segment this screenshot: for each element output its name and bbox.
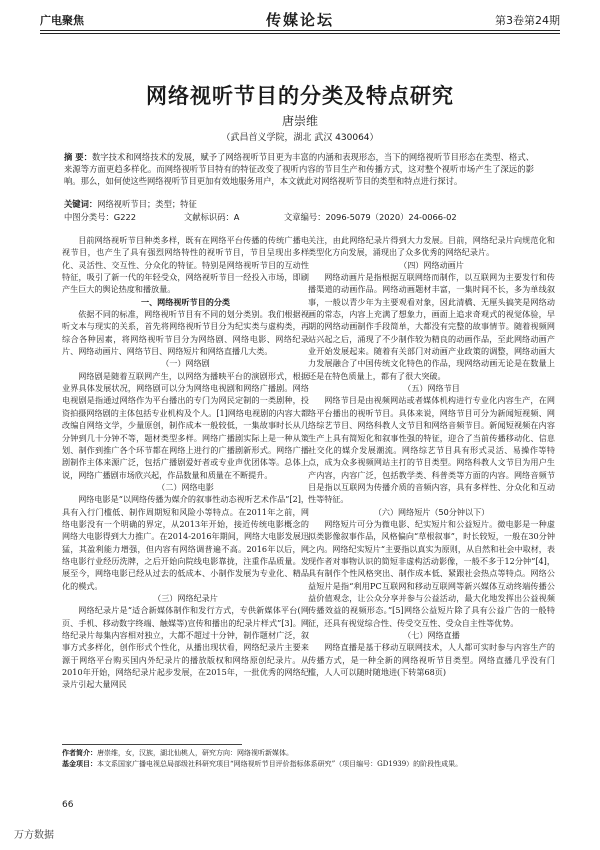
body-paragraph: 网络短片可分为微电影、纪实短片和公益短片。微电影是一种虚拟类影像叙事作品，风格偏向“草根叙事”，时长较短，一般在30分钟之内。网络纪实短片“主要指以真实为原则，从自然和社会中取材，表现作者对事物认识的简短非虚构活动影像，一般不多于12分钟”[4]，具有制作个性风格突出、制作成本低、紧跟社会热点等特点。网络公益短片是指“利用PC互联网和移动互联网等新兴媒体互动终端传播公益价值观念，让公众分享并参与公益活动，最大化地发挥出公益视频传播效益的视频形态。”[5]网络公益短片除了具有公益广告的一般特征，还具有视觉综合性、传受交互性、受众自主性等优势。 <box>308 518 555 628</box>
body-paragraph: 网络电影是“以网络传播为媒介的叙事性动态视听艺术作品”[2]，具有入行门槛低、制作周期短和风险小等特点。在2011年之前，网络电影没有一个明确的界定，从2013年开始，接近传统电影概念的网络大电影得到大力推广。在2014-2016年期间，网络大电影发展迅猛，其盈利能力增强，但内容有网络调普遍不高。2016年以后，网络电影行业经历洗牌，之后开始向院线电影靠拢，注重作品质量。发展至今，网络电影已经从过去的低成本、小制作发展为专业化、精品化的模式。 <box>62 494 309 591</box>
article-title: 网络视听节目的分类及特点研究 <box>146 83 454 108</box>
body-paragraph: 网络纪录片是“适合新媒体制作和发行方式，专供新媒体平台(网页、手机、移动数字终端、触媒等)宣传和播出的纪录片样式”[3]。网络纪录片每集内容相对独立，大都不超过十分钟，制作题材广泛，叙事方式多样化，创作形式个性化，从播出现状看，网络纪录片主要来源于网络平台购买国内外纪录片的播放版权和网络原创纪录片。从2010年开始，网络纪录片起步发展，在2015年，一批优秀的网络纪录片引起大量网民 <box>62 605 309 690</box>
author-affiliation: （武昌首义学院，湖北 武汉 430064） <box>221 133 379 143</box>
subsection-heading: （七）网络直播 <box>403 630 460 640</box>
article-number: 文章编号：2096-5079（2020）24-0066-02 <box>284 212 457 222</box>
subsection-heading: （三）网络纪录片 <box>153 592 218 603</box>
body-paragraph: 网络直播是基于移动互联网技术，人人都可实时参与内容生产的传播方式，是一种全新的网络视听节目类型。网络直播几乎没有门槛，人人可以随时随地进(下转第68页) <box>308 642 555 678</box>
abstract <box>64 151 534 187</box>
keywords <box>64 198 534 210</box>
document-code: 文献标识码：A <box>184 212 240 222</box>
journal-logo: 传媒论坛 <box>265 11 334 29</box>
body-column-right <box>308 234 555 678</box>
author-name: 唐崇维 <box>281 114 318 128</box>
body-paragraph: 依据不同的标准，网络视听节目有不同的划分类别。我们根据视听文本与现实的关系，首先将网络视听节目分为纪实类与虚构类，再综合各种因素，将网络视听节目分为网络剧、网络电影、网络纪录片、网络动画片、网络节目、网络短片和网络直播几大类。 <box>62 309 309 357</box>
subsection-heading: （一）网络剧 <box>161 358 210 369</box>
issue-label: 第3卷第24期 <box>495 14 560 27</box>
header-rule-thin <box>40 33 560 34</box>
body-paragraph: 网络剧是随着互联网产生，以网络为播映平台的演剧形式，根据业界具体发展状况，网络剧可以分为网络电视剧和网络广播剧。网络电视剧是指通过网络作为平台播出的专门为网民定制的一类剧种，投资拍摄网络剧的主体包括专业机构及个人。[1]网络电视剧的内容大都改编自网络文学，少量原创，制作成本一般较低，一集故事时长从几分钟到几十分钟不等，题材类型多样。网络广播剧实际上是一种从策划、制作到推广各个环节都在网络上进行的广播剧新形式。网络广播剧制作主体来源广泛，包括广播剧爱好者或专业声优团体等。总体上说，网络广播剧市场欣兴起，作品数量和质量在不断提升。 <box>62 370 309 480</box>
body-paragraph: 目前网络视听节目种类多样，既有在网络平台传播的传统广播电视节目，也产生了具有强烈网络特性的视听节目，节目呈现出多样化、灵活性、交互性、分众化的特征。特别是网络视听节目的互动性特征，吸引了新一代的年轻受众，网络视听节目一经投入市场，即刷产生巨大的舆论热度和播放量。 <box>62 235 309 295</box>
body-paragraph: 网络动画片是指根据互联网络而制作，以互联网为主要发行和传播渠道的动画作品。网络动画题材丰富，一集时间不长，多为单线叙事，一般以青少年为主要观看对象，因此清橋、无厘头搞笑是网络动画的常态，内容上充满了想象力，画面上追求奇观式的视觉体验，早期的网络动画制作手段简单，大都没有完整的故事情节。随着视频网站兴起之后，涌现了不少制作较为精良的动画作品，至此网络动画产业开始发展起来。随着有关部门对动画产业政策的调整，网络动画大力发展融合了中国传统文化特色的作品，现网络动画无论是在数量上还是在特色质量上，都有了很大突破。 <box>308 272 555 381</box>
footnote-text: 本文系国家广播电视总局部级社科研究项目“网络视听节目评价指标体系研究”（项目编号：GD1939）的阶段性成果。 <box>97 760 463 768</box>
section-heading: 一、网络视听节目的分类 <box>140 296 231 307</box>
footnote-label: 作者简介： <box>62 749 97 757</box>
database-watermark: 万方数据 <box>14 830 54 841</box>
subsection-heading: （二）网络电影 <box>157 481 214 492</box>
footnote-label: 基金项目： <box>62 760 97 768</box>
footnote <box>62 748 542 759</box>
running-header-section: 广电聚焦 <box>40 14 84 27</box>
footnotes <box>62 748 542 770</box>
classification-meta <box>64 211 534 223</box>
body-column-left <box>62 234 309 691</box>
subsection-heading: （五）网络节目 <box>403 383 460 394</box>
footnote <box>62 759 542 770</box>
header-rule <box>40 30 560 31</box>
clc-number: 中图分类号：G222 <box>64 212 137 222</box>
abstract-text: 数字技术和网络技术的发展，赋予了网络视听节目更为丰富的内涵和表现形态，当下的网络视听节目形态在类型、格式、来源等方面更趋多样化。而网络视听节目特有的特征改变了视听内容的节目生产和传播方式，这对整个视听市场产生了深远的影响。那么，如何使这些网络视听节目更加有效地服务用户，本文就此对网络视听节目的类型和特点进行探讨。 <box>64 152 535 186</box>
subsection-heading: （六）网络短片（50分钟以下） <box>373 506 490 517</box>
keywords-text: 网络视听节目；类型；特征 <box>97 199 197 209</box>
body-paragraph: 关注，由此网络纪录片得到大力发展。目前，网络纪录片向规范化和类型化方向发展，涌现出了众多优秀的网络纪录片。 <box>308 235 555 258</box>
body-paragraph: 网络节目是由视频网站或者媒体机构进行专业化内容生产，在网络平台播出的视听节目。具体来说，网络节目可分为新闻短视频、网络综艺节目、网络科教人文节目和网络音频节目。新闻短视频在内容生产上具有简短化和叙事性强的特征，迎合了当前传播移动化、信息社交化的媒介发展潮流。网络综艺节目具有形式灵活、易操作等特点，成为众多视频网站主打的节目类型。网络科教人文节目为用户生产内容，内容广泛，包括教学类、科普类等方面的内容。网络音频节目是指以互联网为传播介质的音频内容，具有多样性、分众化和互动性等特征。 <box>308 395 555 505</box>
footnote-rule <box>62 744 242 745</box>
footnote-text: 唐崇维，女，汉族，湖北仙桃人，研究方向：网络视听新媒体。 <box>97 749 293 757</box>
subsection-heading: （四）网络动画片 <box>399 259 464 270</box>
page-number: 66 <box>62 800 74 810</box>
abstract-label: 摘 要： <box>64 152 92 162</box>
keywords-label: 关键词： <box>64 199 98 209</box>
